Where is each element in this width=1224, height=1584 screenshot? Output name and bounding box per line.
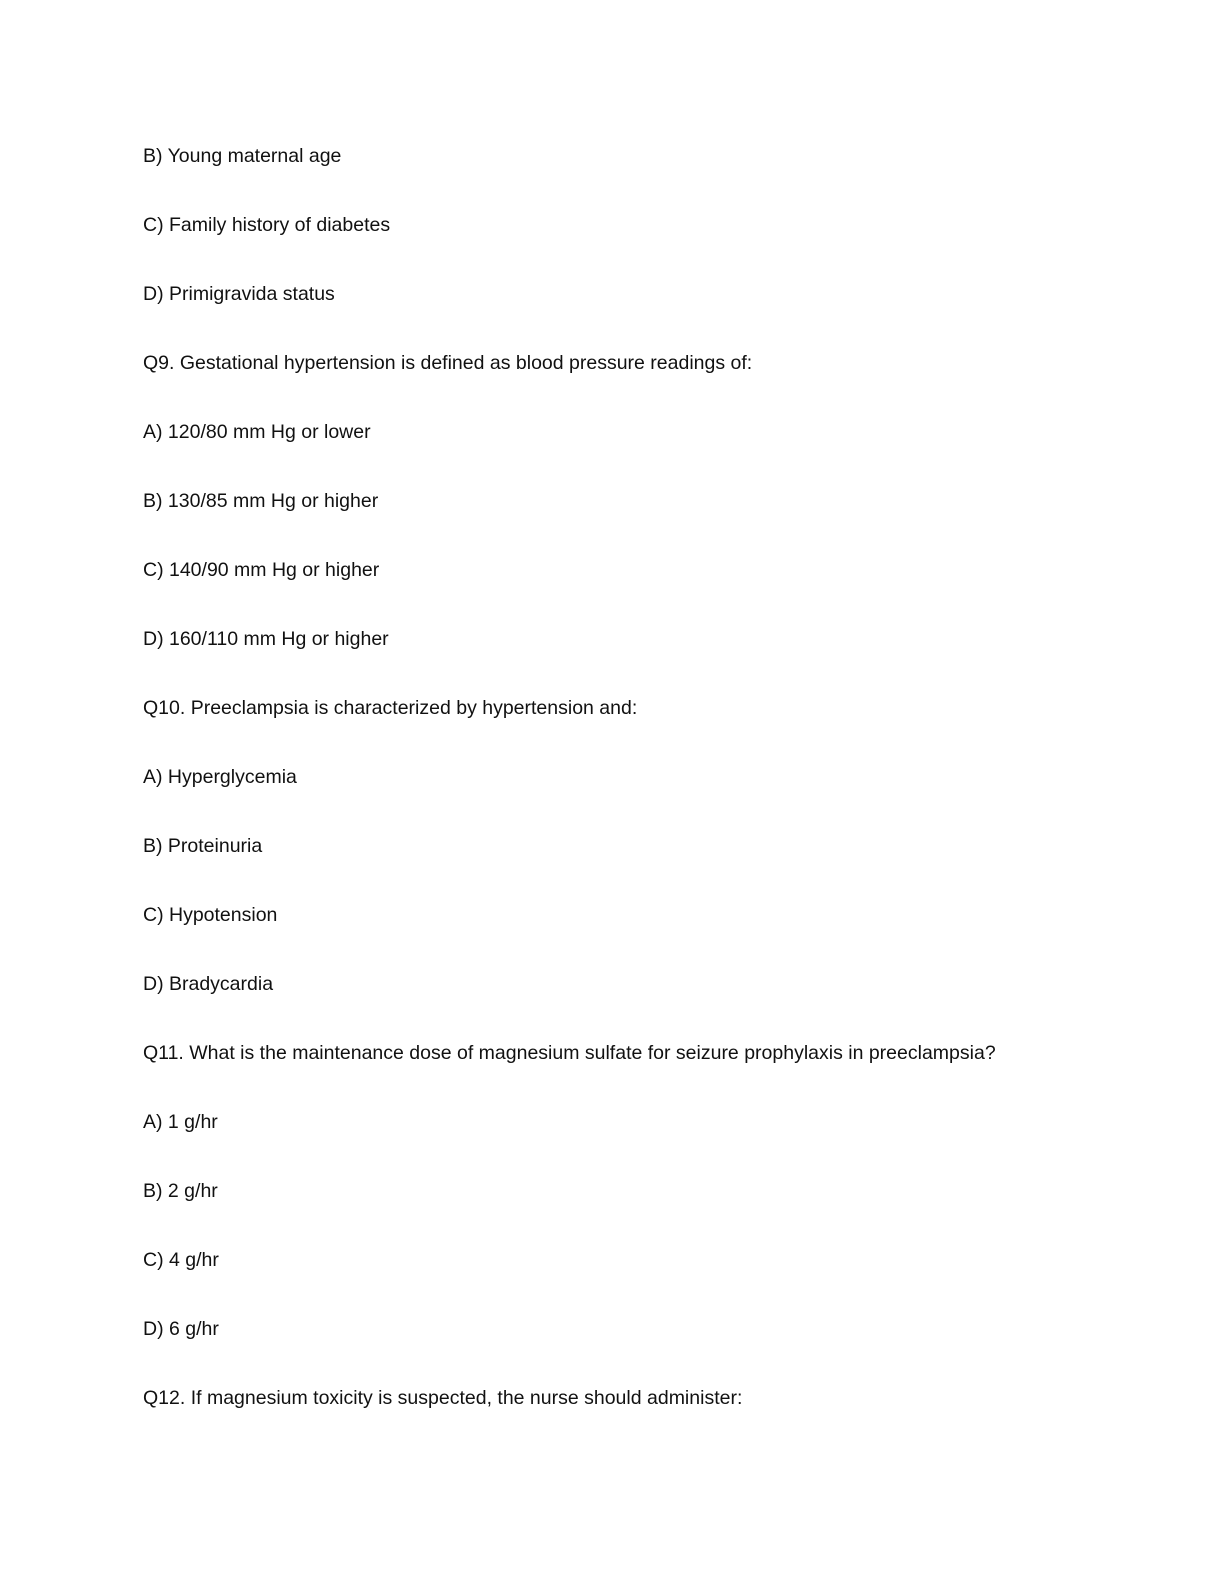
option-c-family-history: C) Family history of diabetes <box>143 214 391 236</box>
question-11-option-c: C) 4 g/hr <box>143 1249 219 1271</box>
option-b-young-maternal-age: B) Young maternal age <box>143 145 342 167</box>
question-11: Q11. What is the maintenance dose of magnesium sulfate for seizure prophylaxis in preeclampsia? <box>143 1042 996 1064</box>
question-10-option-d: D) Bradycardia <box>143 973 274 995</box>
question-10-option-c: C) Hypotension <box>143 904 278 926</box>
option-d-primigravida: D) Primigravida status <box>143 283 335 305</box>
question-11-option-a: A) 1 g/hr <box>143 1111 218 1133</box>
question-9-option-c: C) 140/90 mm Hg or higher <box>143 559 380 581</box>
question-11-option-d: D) 6 g/hr <box>143 1318 219 1340</box>
question-9-option-d: D) 160/110 mm Hg or higher <box>143 628 389 650</box>
question-10-option-a: A) Hyperglycemia <box>143 766 297 788</box>
question-9-option-a: A) 120/80 mm Hg or lower <box>143 421 371 443</box>
question-9: Q9. Gestational hypertension is defined as blood pressure readings of: <box>143 352 753 374</box>
question-11-option-b: B) 2 g/hr <box>143 1180 218 1202</box>
question-10: Q10. Preeclampsia is characterized by hypertension and: <box>143 697 638 719</box>
question-9-option-b: B) 130/85 mm Hg or higher <box>143 490 379 512</box>
question-10-option-b: B) Proteinuria <box>143 835 263 857</box>
question-12: Q12. If magnesium toxicity is suspected, the nurse should administer: <box>143 1387 743 1409</box>
